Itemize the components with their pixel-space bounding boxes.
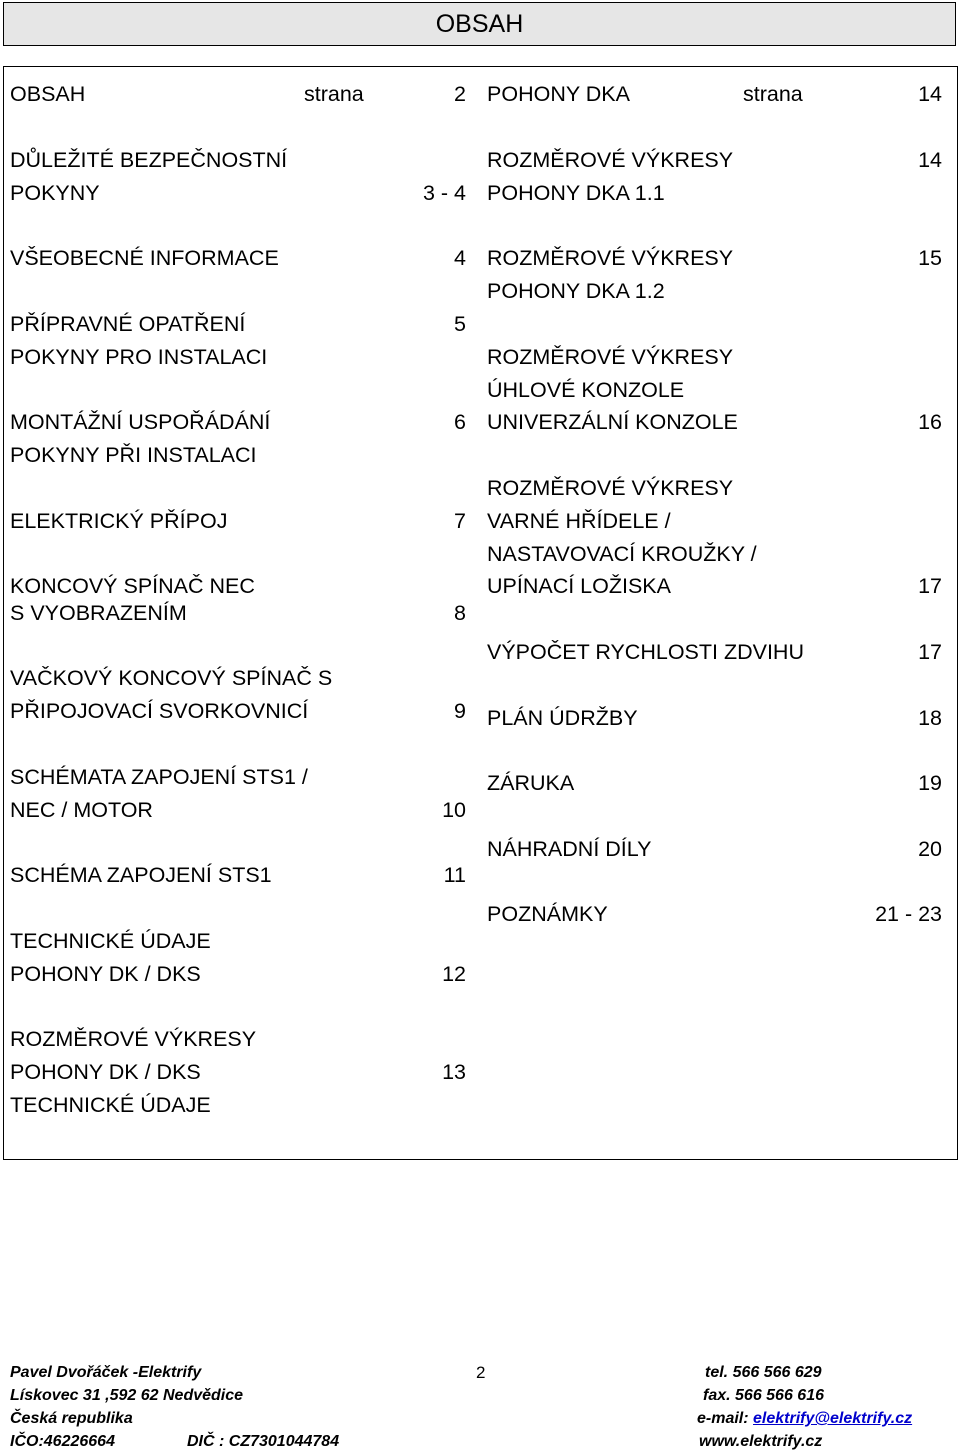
toc-entry-label[interactable]: ROZMĚROVÉ VÝKRESY — [487, 246, 734, 270]
toc-entry-label[interactable]: POHONY DKA — [487, 82, 630, 106]
toc-entry-page: 15 — [918, 246, 942, 270]
toc-entry-page: 9 — [454, 699, 466, 723]
toc-entry-label[interactable]: TECHNICKÉ ÚDAJE — [10, 929, 211, 953]
toc-entry-label[interactable]: ELEKTRICKÝ PŘÍPOJ — [10, 509, 228, 533]
toc-entry-page: 7 — [454, 509, 466, 533]
toc-entry-label[interactable]: POHONY DK / DKS — [10, 1060, 201, 1084]
toc-entry-page: 8 — [454, 601, 466, 625]
toc-entry-label[interactable]: ROZMĚROVÉ VÝKRESY — [487, 148, 734, 172]
footer-ico: IČO:46226664 — [10, 1433, 115, 1450]
toc-entry-label[interactable]: VÝPOČET RYCHLOSTI ZDVIHU — [487, 640, 804, 664]
footer-country: Česká republika — [10, 1410, 133, 1427]
toc-entry-page: 20 — [918, 837, 942, 861]
toc-entry-page: 17 — [918, 574, 942, 598]
footer-fax: fax. 566 566 616 — [703, 1387, 824, 1404]
toc-entry-label[interactable]: NÁHRADNÍ DÍLY — [487, 837, 652, 861]
toc-entry-label[interactable]: VŠEOBECNÉ INFORMACE — [10, 246, 279, 270]
toc-entry-label[interactable]: SCHÉMATA ZAPOJENÍ STS1 / — [10, 765, 308, 789]
toc-entry-label[interactable]: NEC / MOTOR — [10, 798, 153, 822]
toc-entry-label[interactable]: UNIVERZÁLNÍ KONZOLE — [487, 410, 738, 434]
toc-entry-label[interactable]: POHONY DKA 1.1 — [487, 181, 665, 205]
page-title: OBSAH — [3, 2, 956, 46]
toc-entry-page: 21 - 23 — [875, 902, 942, 926]
toc-entry-label[interactable]: PŘIPOJOVACÍ SVORKOVNICÍ — [10, 699, 309, 723]
toc-entry-page: 19 — [918, 771, 942, 795]
toc-entry-label[interactable]: MONTÁŽNÍ USPOŘÁDÁNÍ — [10, 410, 271, 434]
toc-entry-page: 10 — [442, 798, 466, 822]
toc-entry-page: 3 - 4 — [422, 181, 466, 205]
toc-entry-label[interactable]: VAČKOVÝ KONCOVÝ SPÍNAČ S — [10, 666, 333, 690]
toc-entry-label[interactable]: ROZMĚROVÉ VÝKRESY — [10, 1027, 257, 1051]
toc-entry-label[interactable]: VARNÉ HŘÍDELE / — [487, 509, 671, 533]
toc-entry-label[interactable]: OBSAH — [10, 82, 86, 106]
toc-strana-label: strana — [304, 82, 364, 106]
email-link[interactable]: elektrify@elektrify.cz — [753, 1410, 913, 1427]
toc-entry-page: 11 — [443, 863, 466, 887]
toc-entry-label[interactable]: POHONY DK / DKS — [10, 962, 201, 986]
toc-entry-label[interactable]: ÚHLOVÉ KONZOLE — [487, 378, 685, 402]
footer-company: Pavel Dvořáček -Elektrify — [10, 1364, 202, 1381]
toc-entry-page: 16 — [918, 410, 942, 434]
toc-strana-label: strana — [743, 82, 803, 106]
footer-dic: DIČ : CZ7301044784 — [187, 1433, 340, 1450]
toc-entry-page: 14 — [918, 148, 942, 172]
toc-entry-page: 18 — [918, 706, 942, 730]
toc-entry-label[interactable]: PŘÍPRAVNÉ OPATŘENÍ — [10, 312, 246, 336]
toc-entry-page: 5 — [454, 312, 466, 336]
toc-entry-page: 4 — [454, 246, 466, 270]
toc-entry-label[interactable]: SCHÉMA ZAPOJENÍ STS1 — [10, 863, 272, 887]
toc-entry-label[interactable]: UPÍNACÍ LOŽISKA — [487, 574, 671, 598]
toc-entry-label[interactable]: NASTAVOVACÍ KROUŽKY / — [487, 542, 757, 566]
footer-web[interactable]: www.elektrify.cz — [699, 1433, 823, 1450]
footer-tel: tel. 566 566 629 — [705, 1364, 822, 1381]
toc-entry-label[interactable]: ROZMĚROVÉ VÝKRESY — [487, 476, 734, 500]
page-number: 2 — [476, 1363, 486, 1382]
toc-entry-label[interactable]: TECHNICKÉ ÚDAJE — [10, 1093, 211, 1117]
footer-email-label: e-mail: — [697, 1410, 754, 1427]
toc-entry-label[interactable]: PLÁN ÚDRŽBY — [487, 706, 638, 730]
toc-entry-label[interactable]: POKYNY PRO INSTALACI — [10, 345, 268, 369]
toc-entry-label[interactable]: POZNÁMKY — [487, 902, 608, 926]
toc-entry-label[interactable]: POKYNY PŘI INSTALACI — [10, 443, 257, 467]
toc-entry-page: 2 — [454, 82, 466, 106]
toc-entry-page: 6 — [454, 410, 466, 434]
toc-entry-label[interactable]: DŮLEŽITÉ BEZPEČNOSTNÍ — [10, 148, 288, 172]
toc-entry-page: 13 — [442, 1060, 466, 1084]
toc-entry-label[interactable]: KONCOVÝ SPÍNAČ NEC — [10, 574, 255, 598]
toc-entry-label[interactable]: ZÁRUKA — [487, 771, 575, 795]
toc-entry-label[interactable]: POHONY DKA 1.2 — [487, 279, 665, 303]
toc-entry-label[interactable]: ROZMĚROVÉ VÝKRESY — [487, 345, 734, 369]
toc-entry-page: 14 — [918, 82, 942, 106]
toc-entry-label[interactable]: S VYOBRAZENÍM — [10, 601, 187, 625]
toc-entry-label[interactable]: POKYNY — [10, 181, 100, 205]
footer-email — [697, 1411, 912, 1427]
toc-entry-page: 12 — [442, 962, 466, 986]
footer-address: Lískovec 31 ,592 62 Nedvědice — [10, 1387, 244, 1404]
toc-entry-page: 17 — [918, 640, 942, 664]
